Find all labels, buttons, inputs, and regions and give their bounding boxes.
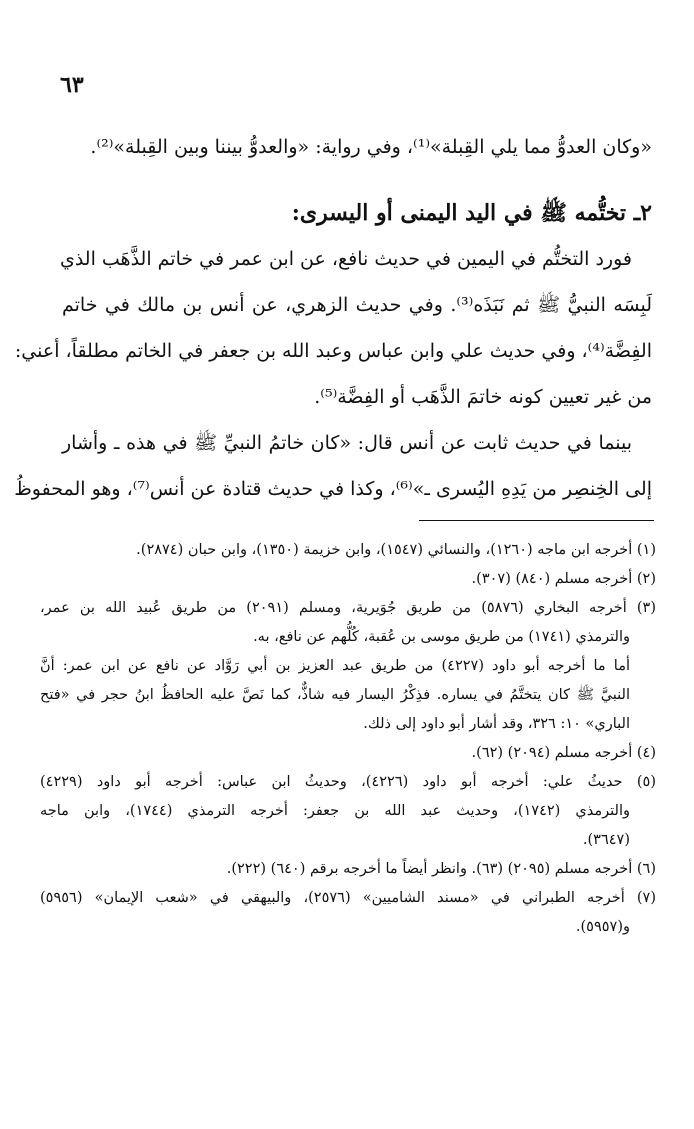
footnote-5-end: (٣٦٤٧).	[582, 832, 630, 848]
footnote-3: (٣) أخرجه البخاري (٥٨٧٦) من طريق جُوَيرية، ومسلم (٢٠٩١) من طريق عُبيد الله بن عمر،	[40, 600, 657, 616]
paragraph-line: إلى الخِنصِر من يَدِهِ اليُسرى ـ»⁽⁶⁾، وكذا في حديث قتادة عن أنس⁽⁷⁾، وهو المحفوظُ	[14, 478, 652, 500]
paragraph-line: الفِضَّة⁽⁴⁾، وفي حديث علي وابن عباس وعبد الله بن جعفر في الخاتم مطلقاً، أعني:	[14, 340, 652, 362]
paragraph-2	[14, 420, 652, 512]
footnote-4: (٤) أخرجه مسلم (٢٠٩٤) (٦٢).	[471, 745, 656, 761]
footnote-1: (١) أخرجه ابن ماجه (١٢٦٠)، والنسائي (١٥٤٧)، وابن خزيمة (١٣٥٠)، وابن حبان (٢٨٧٤).	[136, 542, 656, 558]
footnote-2: (٢) أخرجه مسلم (٨٤٠) (٣٠٧).	[471, 571, 656, 587]
footnote-3-note: أما ما أخرجه أبو داود (٤٢٢٧) من طريق عبد العزيز بن أبي رَوَّاد عن نافع عن ابن عمر: أنَّ	[40, 658, 630, 674]
footnote-divider	[419, 520, 654, 521]
paragraph-1	[14, 236, 652, 420]
footnote-6: (٦) أخرجه مسلم (٢٠٩٥) (٦٣). وانظر أيضاً ما أخرجه برقم (٦٤٠) (٢٢٢).	[226, 861, 656, 877]
paragraph-line: بينما في حديث ثابت عن أنس قال: «كان خاتمُ النبيِّ ﷺ في هذه ـ وأشار	[62, 432, 632, 454]
footnote-3-cont: والترمذي (١٧٤١) من طريق موسى بن عُقبة، كُلُّهم عن نافع، به.	[253, 629, 630, 645]
quote-line: «وكان العدوُّ مما يلي القِبلة»⁽¹⁾، وفي رواية: «والعدوُّ بيننا وبين القِبلة»⁽²⁾.	[90, 136, 652, 158]
footnotes	[40, 536, 656, 942]
page-number: ٦٣	[60, 72, 84, 98]
paragraph-line: من غير تعيين كونه خاتمَ الذَّهَب أو الفِضَّة⁽⁵⁾.	[314, 386, 652, 408]
footnote-5-cont: والترمذي (١٧٤٢)، وحديث عبد الله بن جعفر: أخرجه الترمذي (١٧٤٤)، وابن ماجه	[40, 803, 630, 819]
footnote-3-note-cont: النبيَّ ﷺ كان يتختَّمُ في يساره. فذِكْرُ اليسار فيه شاذٌّ، كما نَصَّ عليه الحافظُ ابنُ حجر في «فتح	[40, 687, 630, 703]
section-heading: ٢ـ تختُّمه ﷺ في اليد اليمنى أو اليسرى:	[291, 200, 652, 226]
footnote-7-end: و(٥٩٥٧).	[575, 919, 630, 935]
paragraph-line: فورد التختُّم في اليمين في حديث نافع، عن ابن عمر في خاتم الذَّهَب الذي	[59, 248, 632, 270]
footnote-5: (٥) حديثُ علي: أخرجه أبو داود (٤٢٢٦)، وحديثُ ابن عباس: أخرجه أبو داود (٤٢٢٩)	[40, 774, 656, 790]
footnote-7: (٧) أخرجه الطبراني في «مسند الشاميين» (٢٥٧٦)، والبيهقي في «شعب الإيمان» (٥٩٥٦)	[40, 890, 656, 906]
paragraph-line: لَبِسَه النبيُّ ﷺ ثم نَبَذَه⁽³⁾. وفي حديث الزهري، عن أنس بن مالك في خاتم	[62, 294, 652, 316]
footnote-3-note-end: الباري» ١٠: ٣٢٦، وقد أشار أبو داود إلى ذلك.	[363, 716, 630, 732]
